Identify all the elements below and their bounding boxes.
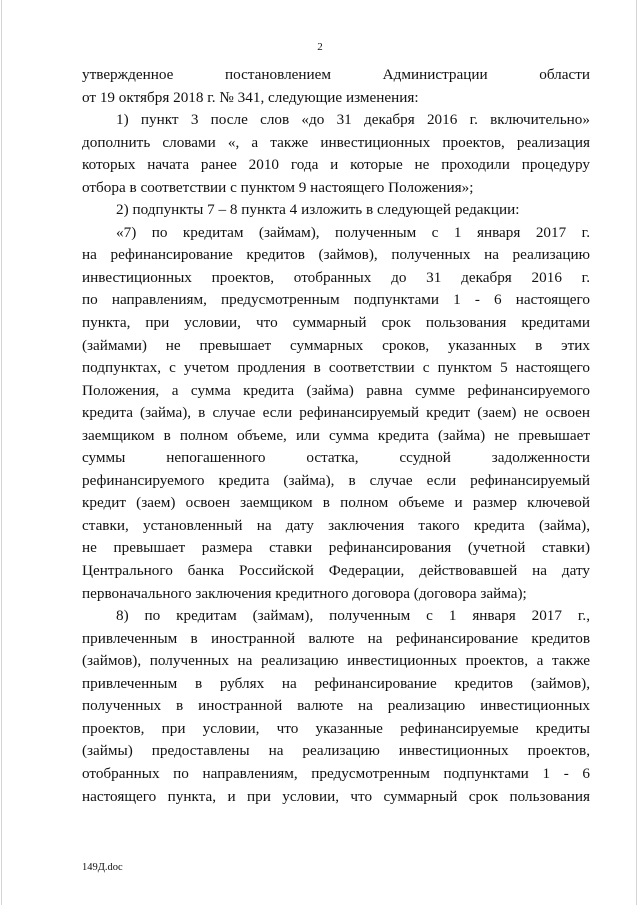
text-line: ставки, установленный на дату заключения такого кредита (займа), [82, 516, 590, 534]
text-line: инвестиционных проектов, отобранных до 31 декабря 2016 г. [82, 268, 590, 286]
text-line: по направлениям, предусмотренным подпунктами 1 - 6 настоящего [82, 291, 590, 309]
text-line: суммы непогашенного остатка, ссудной задолженности [82, 449, 590, 467]
text-line: отобранных по направлениям, предусмотренным подпунктами 1 - 6 [82, 764, 590, 782]
text-line: отбора в соответствии с пунктом 9 настоящего Положения»; [82, 178, 474, 196]
text-line: утвержденное постановлением Администрации области [82, 66, 590, 83]
text-line: «7) по кредитам (займам), полученным с 1 января 2017 г. [116, 223, 590, 241]
page-edge-left [1, 0, 2, 905]
text-line: привлеченным в рублях на рефинансирование кредитов (займов), [82, 674, 590, 692]
text-line: полученных в иностранной валюте на реализацию инвестиционных [82, 697, 590, 715]
text-line: (займами) не превышает суммарных сроков, указанных в этих [82, 336, 590, 354]
text-line: Положения, а сумма кредита (займа) равна сумме рефинансируемого [82, 381, 590, 399]
text-line: 2) подпункты 7 – 8 пункта 4 изложить в следующей редакции: [116, 201, 520, 219]
text-line: (займов), полученных на реализацию инвестиционных проектов, а также [82, 652, 590, 670]
text-line: которых начата ранее 2010 года и которые не проходили процедуру [82, 156, 590, 174]
text-line: настоящего пункта, и при условии, что суммарный срок пользования [82, 787, 590, 805]
text-line: кредита (займа), в случае если рефинансируемый кредит (заем) не освоен [82, 404, 590, 422]
text-line: рефинансируемого кредита (займа), в случае если рефинансируемый [82, 471, 590, 489]
text-line: (займы) предоставлены на реализацию инвестиционных проектов, [82, 742, 590, 760]
text-line: дополнить словами «, а также инвестиционных проектов, реализация [82, 133, 590, 151]
text-line: 1) пункт 3 после слов «до 31 декабря 2016 г. включительно» [116, 111, 590, 129]
text-line: подпунктах, с учетом продления в соответствии с пунктом 5 настоящего [82, 359, 590, 377]
document-body [82, 64, 590, 808]
text-line: первоначального заключения кредитного договора (договора займа); [82, 584, 527, 602]
page-number: 2 [317, 41, 323, 53]
text-line: привлеченным в иностранной валюте на рефинансирование кредитов [82, 629, 590, 647]
text-line: 8) по кредитам (займам), полученным с 1 января 2017 г., [116, 607, 590, 625]
text-line: заемщиком в полном объеме, или сумма кредита (займа) не превышает [82, 426, 590, 444]
text-line: пункта, при условии, что суммарный срок пользования кредитами [82, 314, 590, 332]
text-line: кредит (заем) освоен заемщиком в полном объеме и размер ключевой [82, 494, 590, 512]
file-name-footer: 149Д.doc [82, 862, 123, 873]
page-edge-right [636, 0, 637, 905]
text-line: на рефинансирование кредитов (займов), полученных на реализацию [82, 246, 590, 264]
text-line: проектов, при условии, что указанные рефинансируемые кредиты [82, 719, 590, 737]
text-line: не превышает размера ставки рефинансирования (учетной ставки) [82, 539, 590, 557]
text-line: от 19 октября 2018 г. № 341, следующие изменения: [82, 88, 419, 106]
text-line: Центрального банка Российской Федерации, действовавшей на дату [82, 562, 590, 580]
